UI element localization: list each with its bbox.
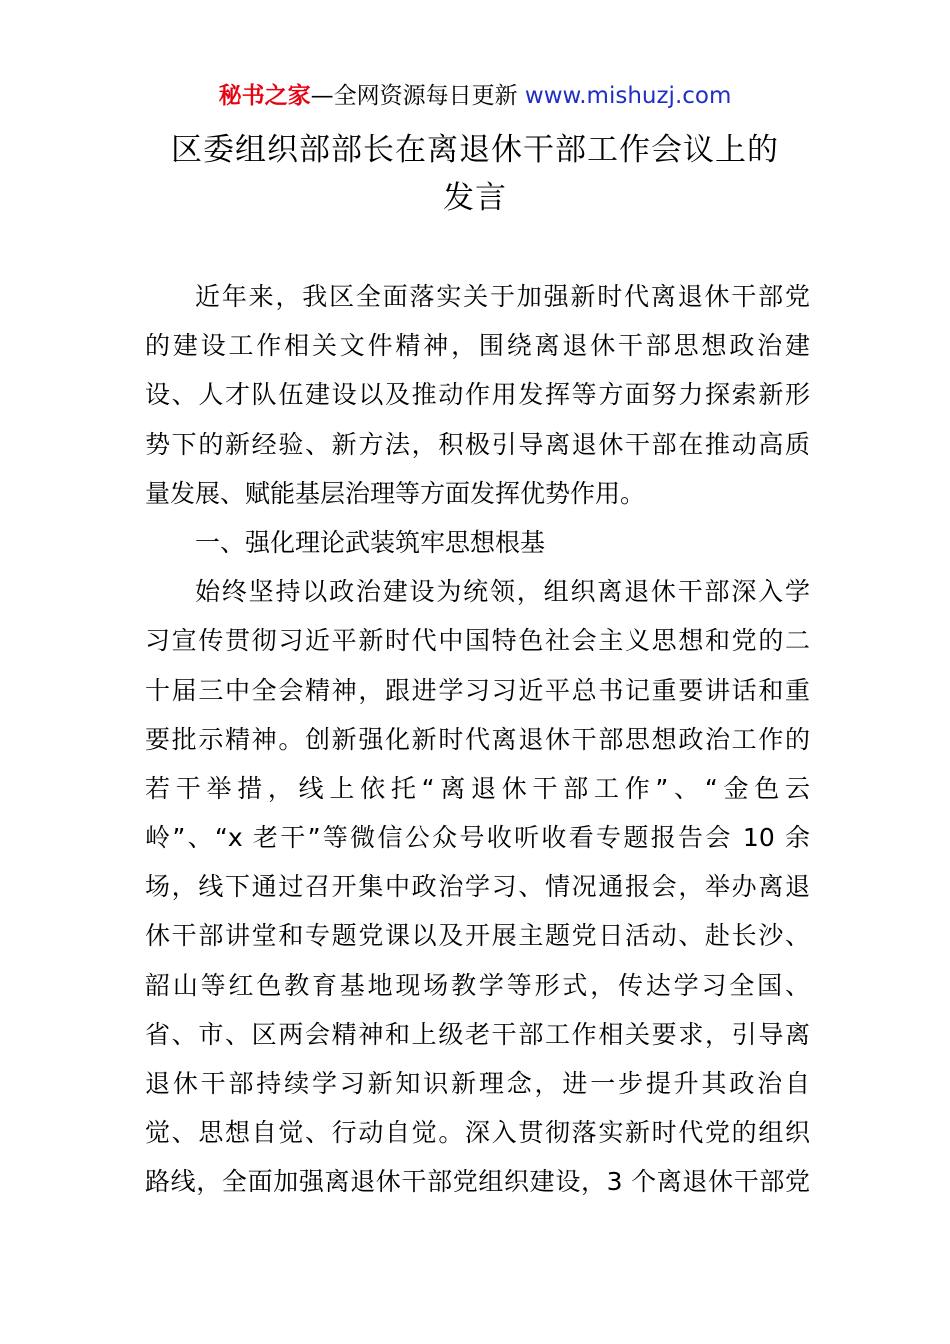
title-line-1: 区委组织部部长在离退休干部工作会议上的	[171, 132, 779, 168]
document-body	[145, 272, 810, 1207]
body-line: 若干举措，线上依托“离退休干部工作”、“金色云	[145, 773, 810, 803]
brand-name: 秘书之家	[218, 83, 311, 109]
body-line: 始终坚持以政治建设为统领，组织离退休干部深入学	[195, 577, 810, 607]
body-line: 量发展、赋能基层治理等方面发挥优势作用。	[145, 478, 646, 508]
title-line-2: 发言	[443, 180, 507, 216]
body-line: 觉、思想自觉、行动自觉。深入贯彻落实新时代党的组织	[145, 1118, 810, 1148]
body-line: 的建设工作相关文件精神，围绕离退休干部思想政治建	[145, 331, 810, 361]
body-line: 岭”、“x 老干”等微信公众号收听收看专题报告会 10 余	[145, 823, 810, 853]
body-line: 习宣传贯彻习近平新时代中国特色社会主义思想和党的二	[145, 626, 810, 656]
body-line: 路线，全面加强离退休干部党组织建设，3 个离退休干部党	[145, 1167, 810, 1197]
body-line: 势下的新经验、新方法，积极引导离退休干部在推动高质	[145, 429, 810, 459]
body-line: 十届三中全会精神，跟进学习习近平总书记重要讲话和重	[145, 675, 810, 705]
body-line: 退休干部持续学习新知识新理念，进一步提升其政治自	[145, 1069, 810, 1098]
body-line: 省、市、区两会精神和上级老干部工作相关要求，引导离	[145, 1019, 810, 1049]
document-title	[0, 126, 950, 222]
body-line: 休干部讲堂和专题党课以及开展主题党日活动、赴长沙、	[145, 921, 810, 951]
section-heading: 一、强化理论武装筑牢思想根基	[195, 527, 546, 557]
body-line: 设、人才队伍建设以及推动作用发挥等方面努力探索新形	[145, 380, 810, 410]
body-line: 近年来，我区全面落实关于加强新时代离退休干部党	[195, 282, 810, 311]
body-line: 场，线下通过召开集中政治学习、情况通报会，举办离退	[145, 872, 810, 902]
header-slogan: —全网资源每日更新	[310, 83, 518, 109]
body-line: 要批示精神。创新强化新时代离退休干部思想政治工作的	[145, 724, 810, 754]
site-url-link[interactable]: www.mishuzj.com	[524, 83, 732, 109]
site-header	[0, 80, 950, 112]
body-line: 韶山等红色教育基地现场教学等形式，传达学习全国、	[145, 970, 810, 1000]
